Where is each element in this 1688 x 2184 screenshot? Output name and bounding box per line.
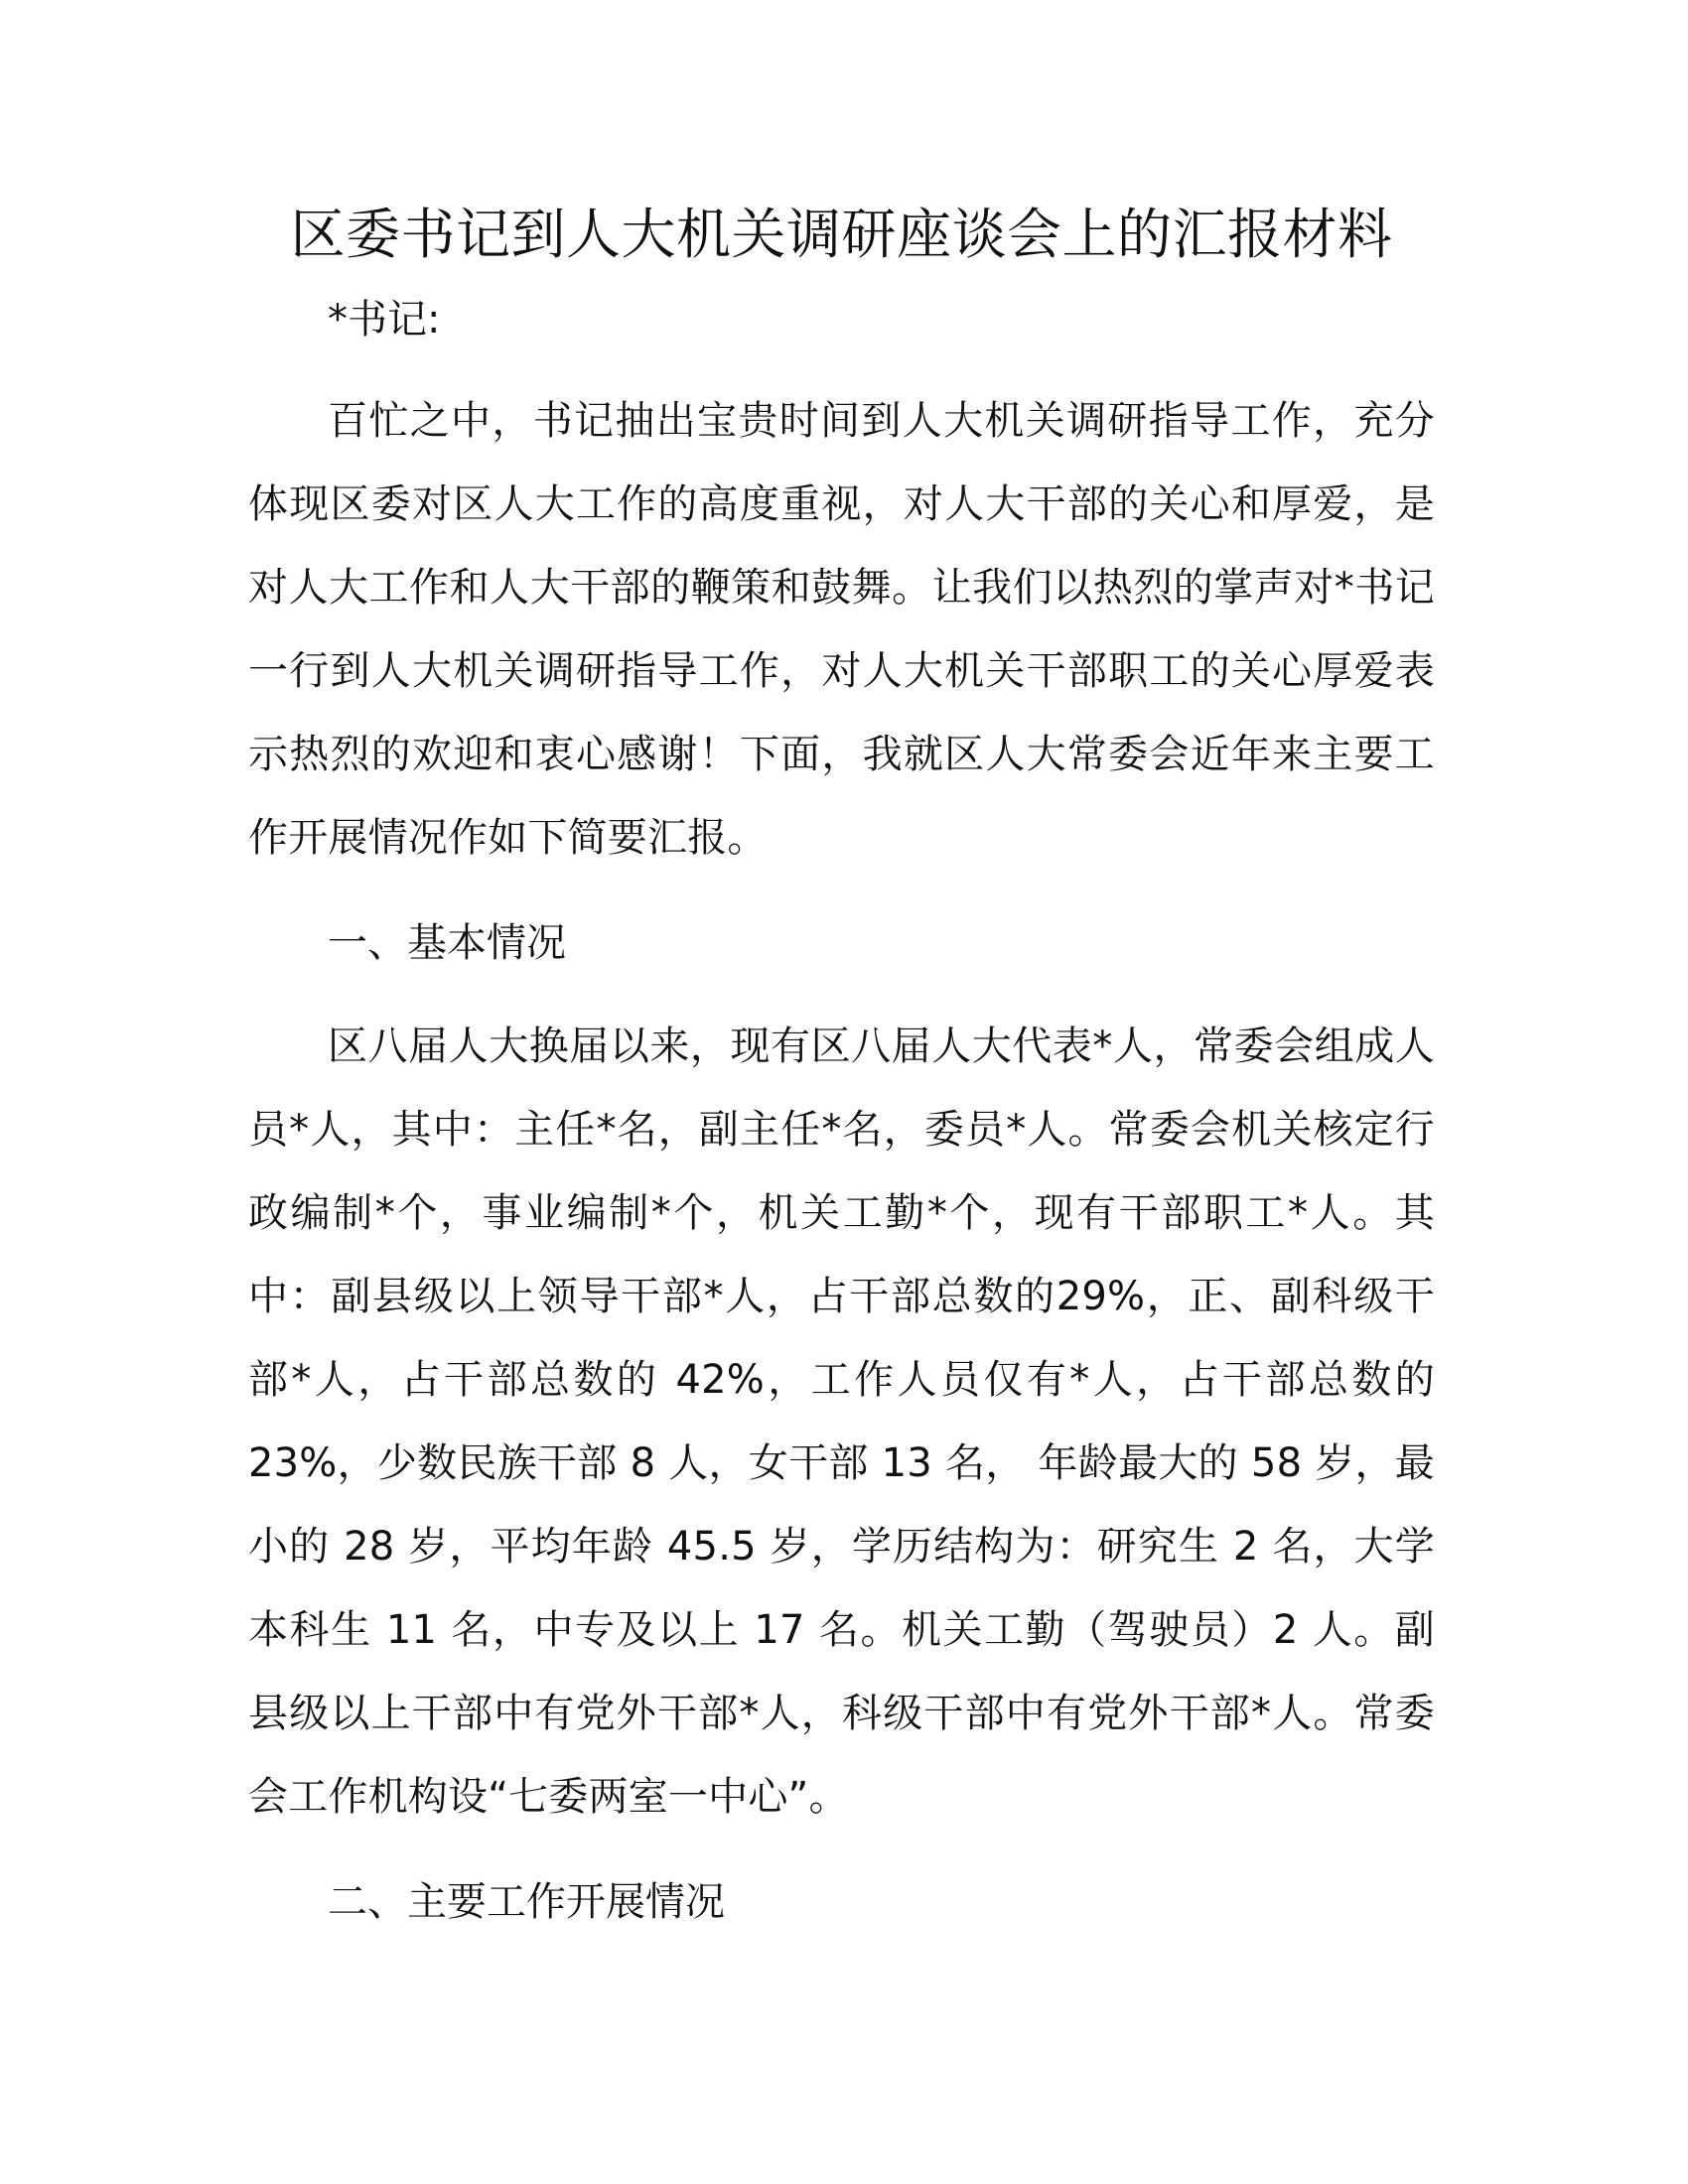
section-heading-main-work: 二、主要工作开展情况 xyxy=(328,1879,725,1925)
salutation: *书记: xyxy=(328,297,441,342)
intro-paragraph: 百忙之中，书记抽出宝贵时间到人大机关调研指导工作，充分体现区委对区人大工作的高度重视，对人大干部的关心和厚爱，是对人大工作和人大干部的鞭策和鼓舞。让我们以热烈的掌声对*书记一行到人大机关调研指导工作，对人大机关干部职工的关心厚爱表示热烈的欢迎和衷心感谢！下面，我就区人大常委会近年来主要工作开展情况作如下简要汇报。 xyxy=(248,398,1435,861)
document-page xyxy=(248,199,1435,1964)
document-title: 区委书记到人大机关调研座谈会上的汇报材料 xyxy=(290,203,1393,266)
section-heading-basic: 一、基本情况 xyxy=(328,920,566,966)
section-body-basic: 区八届人大换届以来，现有区八届人大代表*人，常委会组成人员*人，其中：主任*名，副主任*名，委员*人。常委会机关核定行政编制*个，事业编制*个，机关工勤*个，现有干部职工*人。其中：副县级以上领导干部*人，占干部总数的29%，正、副科级干部*人，占干部总数的 42%，工作人员仅有*人，占干部总数的 23%，少数民族干部 8 人，女干部 13 名， 年龄最大的 58 岁，最小的 28 岁，平均年龄 45.5 岁，学历结构为：研究生 2 名，大学本科生 11 名，中专及以上 17 名。机关工勤（驾驶员）2 人。副县级以上干部中有党外干部*人，科级干部中有党外干部*人。常委会工作机构设“七委两室一中心”。 xyxy=(248,1024,1435,1820)
